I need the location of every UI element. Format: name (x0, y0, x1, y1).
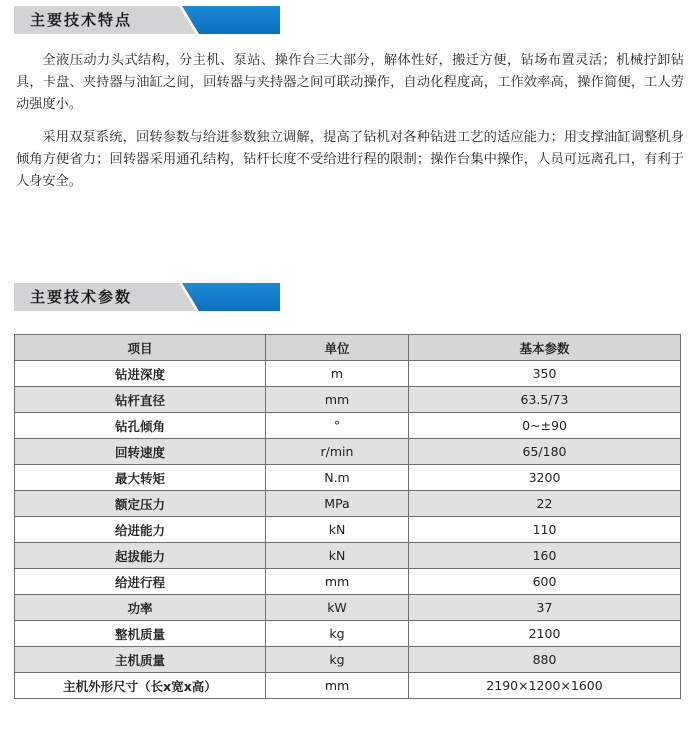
param-unit: kN (266, 543, 409, 569)
param-unit: kg (266, 621, 409, 647)
table-row (15, 413, 681, 439)
table-row (15, 465, 681, 491)
param-value: 160 (409, 543, 681, 569)
params-section-header (14, 283, 266, 311)
param-value: 3200 (409, 465, 681, 491)
param-name: 给进能力 (15, 517, 266, 543)
param-value: 600 (409, 569, 681, 595)
param-name: 钻孔倾角 (15, 413, 266, 439)
param-name: 钻杆直径 (15, 387, 266, 413)
param-name: 整机质量 (15, 621, 266, 647)
param-value: 63.5/73 (409, 387, 681, 413)
column-header-item: 项目 (15, 335, 266, 361)
features-paragraph-1: 全液压动力头式结构，分主机、泵站、操作台三大部分，解体性好，搬迁方便，钻场布置灵活；机械拧卸钻具，卡盘、夹持器与油缸之间，回转器与夹持器之间可联动操作，自动化程度高，工作效率高，操作简便，工人劳动强度小。 (16, 53, 684, 112)
param-name: 主机外形尺寸（长x宽x高） (15, 673, 266, 699)
param-name: 钻进深度 (15, 361, 266, 387)
param-value: 37 (409, 595, 681, 621)
features-paragraph-2: 采用双泵系统，回转参数与给进参数独立调解，提高了钻机对各种钻进工艺的适应能力；用支撑油缸调整机身倾角方便省力；回转器采用通孔结构，钻杆长度不受给进行程的限制；操作台集中操作，人员可远离孔口，有利于人身安全。 (16, 130, 684, 189)
table-row (15, 595, 681, 621)
spec-table (14, 334, 681, 699)
table-row (15, 361, 681, 387)
param-name: 给进行程 (15, 569, 266, 595)
param-name: 起拔能力 (15, 543, 266, 569)
param-name: 功率 (15, 595, 266, 621)
table-row (15, 543, 681, 569)
param-name: 额定压力 (15, 491, 266, 517)
param-unit: mm (266, 387, 409, 413)
param-value: 22 (409, 491, 681, 517)
column-header-unit: 单位 (266, 335, 409, 361)
table-row (15, 569, 681, 595)
table-row (15, 517, 681, 543)
table-row (15, 647, 681, 673)
param-value: 110 (409, 517, 681, 543)
table-row (15, 621, 681, 647)
param-value: 0~±90 (409, 413, 681, 439)
param-unit: mm (266, 569, 409, 595)
param-name: 主机质量 (15, 647, 266, 673)
param-value: 65/180 (409, 439, 681, 465)
table-row (15, 673, 681, 699)
table-row (15, 491, 681, 517)
column-header-value: 基本参数 (409, 335, 681, 361)
param-value: 2190×1200×1600 (409, 673, 681, 699)
params-title: 主要技术参数 (30, 288, 133, 306)
param-name: 最大转矩 (15, 465, 266, 491)
param-value: 350 (409, 361, 681, 387)
table-row (15, 439, 681, 465)
header-blue-bar (182, 283, 280, 311)
table-row (15, 387, 681, 413)
param-unit: kg (266, 647, 409, 673)
param-unit: r/min (266, 439, 409, 465)
param-unit: kW (266, 595, 409, 621)
param-unit: m (266, 361, 409, 387)
param-value: 2100 (409, 621, 681, 647)
param-unit: N.m (266, 465, 409, 491)
param-unit: ° (266, 413, 409, 439)
param-name: 回转速度 (15, 439, 266, 465)
param-unit: MPa (266, 491, 409, 517)
table-header-row (15, 335, 681, 361)
features-section-header (14, 6, 266, 34)
header-blue-bar (182, 6, 280, 34)
param-value: 880 (409, 647, 681, 673)
features-title: 主要技术特点 (30, 11, 133, 29)
param-unit: kN (266, 517, 409, 543)
param-unit: mm (266, 673, 409, 699)
